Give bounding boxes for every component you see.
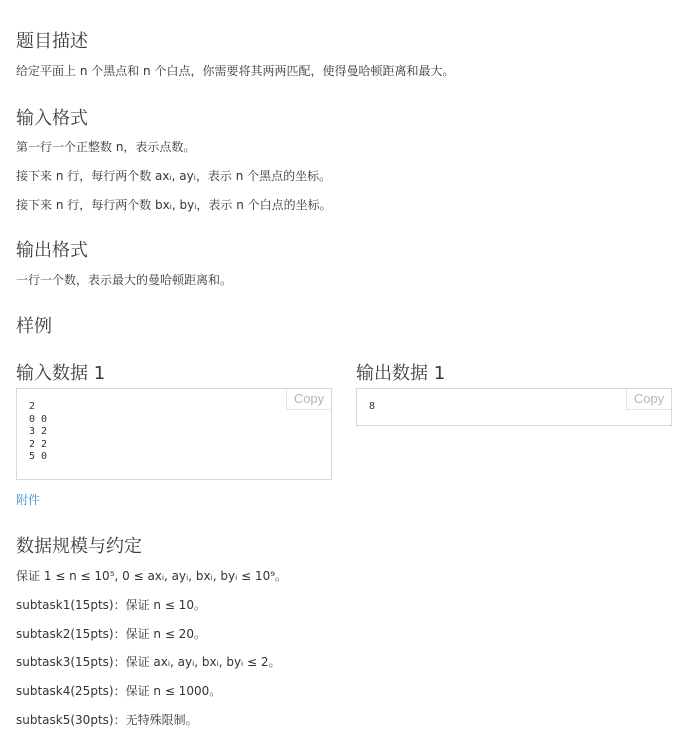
input-format-line-3: 接下来 n 行，每行两个数 bxᵢ, byᵢ，表示 n 个白点的坐标。 <box>16 198 332 212</box>
subtask-1-label: subtask1(15pts)： <box>16 598 126 612</box>
output-format-heading: 输出格式 <box>16 240 88 261</box>
subtask-5-text: 无特殊限制。 <box>125 713 198 727</box>
subtask-4 <box>16 683 221 699</box>
description-heading: 题目描述 <box>16 31 88 52</box>
input-format-line-1: 第一行一个正整数 n，表示点数。 <box>16 140 196 154</box>
subtask-4-text: 保证 n ≤ 1000。 <box>125 684 222 698</box>
output-format-text: 一行一个数，表示最大的曼哈顿距离和。 <box>16 273 233 287</box>
sample-output-box[interactable] <box>356 388 672 426</box>
subtask-3-label: subtask3(15pts)： <box>16 655 126 669</box>
sample-output-copy-button[interactable]: Copy <box>626 389 671 410</box>
subtask-3-text: 保证 axᵢ, ayᵢ, bxᵢ, byᵢ ≤ 2。 <box>125 655 281 669</box>
sample-input-box[interactable] <box>16 388 332 480</box>
subtask-1 <box>16 597 206 613</box>
input-format-line-2: 接下来 n 行，每行两个数 axᵢ, ayᵢ，表示 n 个黑点的坐标。 <box>16 169 332 183</box>
constraints-main: 保证 1 ≤ n ≤ 10⁵, 0 ≤ axᵢ, ayᵢ, bxᵢ, byᵢ ≤ 10⁹。 <box>16 569 288 583</box>
sample-input-title: 输入数据 1 <box>16 363 106 384</box>
sample-output-content: 8 <box>369 401 376 412</box>
subtask-2-label: subtask2(15pts)： <box>16 627 126 641</box>
sample-input-copy-button[interactable]: Copy <box>286 389 331 410</box>
subtask-2-text: 保证 n ≤ 20。 <box>125 627 206 641</box>
subtask-5 <box>16 712 198 728</box>
sample-input-content: 2 0 0 3 2 2 2 5 0 <box>29 401 48 462</box>
attachment-link[interactable]: 附件 <box>16 493 41 507</box>
sample-output-title: 输出数据 1 <box>356 363 446 384</box>
subtask-5-label: subtask5(30pts)： <box>16 713 126 727</box>
subtask-2 <box>16 626 206 642</box>
description-text: 给定平面上 n 个黑点和 n 个白点，你需要将其两两匹配，使得曼哈顿距离和最大。 <box>16 64 455 78</box>
input-format-heading: 输入格式 <box>16 108 88 129</box>
constraints-heading: 数据规模与约定 <box>16 536 142 557</box>
subtask-3 <box>16 654 281 670</box>
subtask-4-label: subtask4(25pts)： <box>16 684 126 698</box>
samples-heading: 样例 <box>16 316 52 337</box>
subtask-1-text: 保证 n ≤ 10。 <box>125 598 206 612</box>
